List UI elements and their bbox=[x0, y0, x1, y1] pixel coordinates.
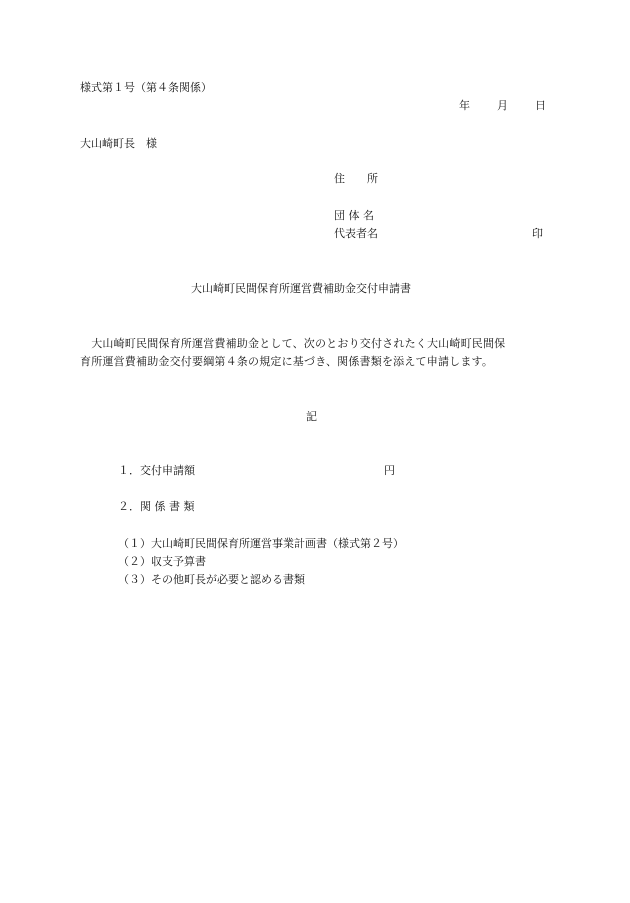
seal-mark: 印 bbox=[532, 227, 543, 240]
date-month: 月 bbox=[497, 99, 508, 112]
document-list-item: （３）その他町長が必要と認める書類 bbox=[118, 573, 305, 586]
body-text-line-2: 育所運営費補助金交付要綱第４条の規定に基づき、関係書類を添えて申請します。 bbox=[80, 355, 494, 368]
date-year: 年 bbox=[459, 99, 470, 112]
ki-heading: 記 bbox=[306, 410, 317, 423]
org-name-label: 団 体 名 bbox=[334, 209, 374, 222]
date-day: 日 bbox=[535, 99, 546, 112]
address-label: 住 所 bbox=[334, 172, 378, 185]
documents-label: ２．関 係 書 類 bbox=[118, 500, 195, 513]
document-title: 大山崎町民間保育所運営費補助金交付申請書 bbox=[191, 282, 411, 295]
amount-unit: 円 bbox=[384, 464, 395, 477]
document-list-item: （１）大山崎町民間保育所運営事業計画書（様式第２号） bbox=[118, 537, 404, 550]
body-text-line-1: 大山崎町民間保育所運営費補助金として、次のとおり交付されたく大山崎町民間保 bbox=[80, 337, 506, 350]
addressee: 大山崎町長 様 bbox=[80, 137, 157, 150]
amount-label: １．交付申請額 bbox=[118, 464, 195, 477]
document-list-item: （２）収支予算書 bbox=[118, 555, 206, 568]
form-number: 様式第１号（第４条関係） bbox=[80, 81, 212, 94]
representative-label: 代表者名 bbox=[334, 227, 378, 240]
